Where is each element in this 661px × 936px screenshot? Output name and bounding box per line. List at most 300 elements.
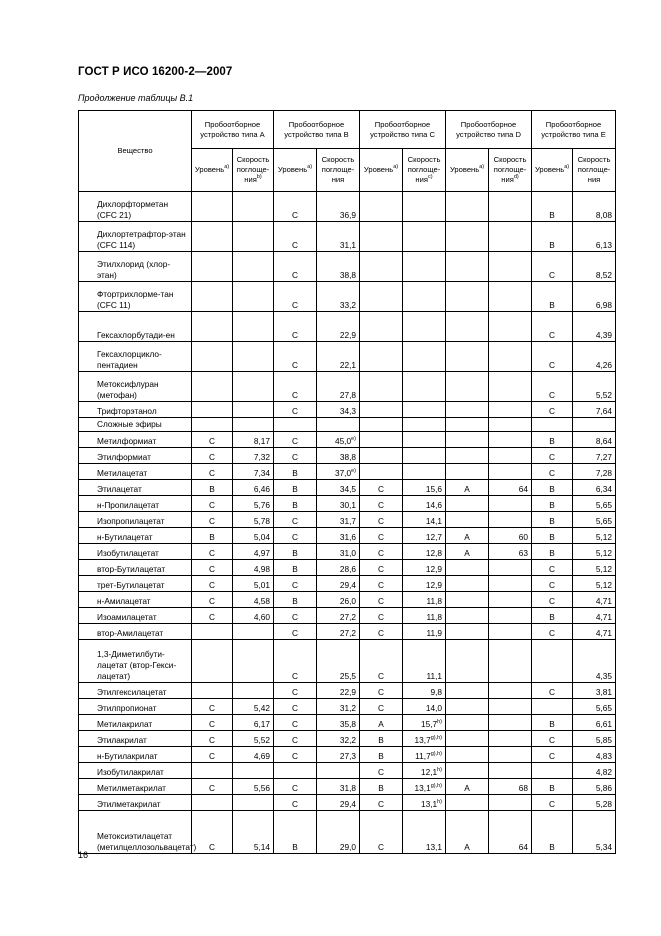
table-row [79, 512, 616, 528]
cell-text: B [549, 719, 555, 729]
cell-text: 27,2 [339, 612, 356, 622]
level-cell [192, 496, 233, 512]
level-header-d [446, 149, 489, 192]
cell-text: 14,0 [425, 703, 443, 713]
level-footnote-mark: a) [564, 164, 570, 170]
table-row [79, 342, 616, 372]
rate-cell [403, 811, 446, 854]
level-cell [192, 640, 233, 683]
level-cell [446, 560, 489, 576]
rate-cell [573, 763, 616, 779]
level-cell [360, 448, 403, 464]
rate-header-text: Скорость поглоще-ния [577, 155, 611, 184]
rate-cell [573, 480, 616, 496]
rate-cell [489, 747, 532, 763]
rate-header-text: Скорость поглоще-ния [493, 155, 527, 184]
cell-text: 7,27 [595, 452, 613, 462]
level-cell [532, 464, 573, 480]
cell-text: н-Амилацетат [97, 596, 151, 606]
cell-text: 6,34 [595, 484, 613, 494]
cell-text: C [209, 436, 215, 446]
rate-cell [317, 528, 360, 544]
level-cell [274, 560, 317, 576]
rate-cell [573, 372, 616, 402]
rate-cell [233, 342, 274, 372]
rate-cell [489, 795, 532, 811]
substance-name-cell [79, 544, 192, 560]
cell-text: B [292, 484, 298, 494]
rate-cell [317, 464, 360, 480]
table-row [79, 544, 616, 560]
rate-cell [317, 312, 360, 342]
rate-cell [233, 480, 274, 496]
cell-text: B [549, 548, 555, 558]
rate-cell [573, 731, 616, 747]
cell-text: 12,9 [425, 580, 443, 590]
level-header-c [360, 149, 403, 192]
rate-cell [403, 528, 446, 544]
cell-text: C [209, 612, 215, 622]
rate-cell [489, 252, 532, 282]
rate-cell [233, 372, 274, 402]
level-cell [360, 480, 403, 496]
rate-cell [233, 512, 274, 528]
substance-name-cell [79, 795, 192, 811]
rate-cell [573, 560, 616, 576]
rate-cell [233, 795, 274, 811]
cell-text: 34,3 [339, 406, 356, 416]
table-row [79, 528, 616, 544]
cell-text: 38,8 [339, 270, 356, 280]
cell-text: 31,0 [339, 548, 356, 558]
cell-text: 34,5 [339, 484, 356, 494]
level-cell [360, 731, 403, 747]
substance-name-cell [79, 640, 192, 683]
level-cell [192, 418, 233, 432]
cell-text: Этилпропионат [97, 703, 157, 713]
rate-header-text: Скорость поглоще-ния [407, 155, 441, 184]
level-cell [360, 576, 403, 592]
data-table [78, 110, 616, 854]
level-cell [274, 432, 317, 448]
level-cell [446, 763, 489, 779]
sampler-b-header: Пробоотборное устройство типа В [274, 111, 360, 149]
footnote-mark: g),h) [430, 751, 443, 757]
table-row [79, 402, 616, 418]
level-cell [274, 464, 317, 480]
level-cell [532, 544, 573, 560]
cell-text: 28,6 [339, 564, 356, 574]
rate-cell [403, 192, 446, 222]
rate-cell [489, 402, 532, 418]
rate-cell [489, 282, 532, 312]
substance-name-cell [79, 480, 192, 496]
level-cell [192, 811, 233, 854]
cell-text: C [292, 406, 298, 416]
cell-text: C [209, 703, 215, 713]
level-footnote-mark: a) [224, 164, 230, 170]
cell-text: 11,8 [426, 596, 443, 606]
rate-cell [233, 560, 274, 576]
rate-cell [317, 544, 360, 560]
level-cell [192, 683, 233, 699]
level-cell [446, 811, 489, 854]
cell-text: B [549, 484, 555, 494]
level-cell [274, 699, 317, 715]
rate-cell [489, 342, 532, 372]
table-row [79, 576, 616, 592]
level-cell [532, 683, 573, 699]
substance-name-cell [79, 731, 192, 747]
table-row [79, 282, 616, 312]
substance-name-cell [79, 747, 192, 763]
rate-cell [573, 192, 616, 222]
cell-text: 8,17 [253, 436, 270, 446]
cell-text: 5,65 [595, 703, 613, 713]
table-row [79, 432, 616, 448]
level-cell [274, 795, 317, 811]
cell-text: 4,39 [595, 330, 613, 340]
level-cell [532, 795, 573, 811]
cell-text: C [378, 767, 384, 777]
cell-text: C [549, 360, 556, 370]
cell-text: B [549, 500, 555, 510]
rate-cell [489, 496, 532, 512]
cell-text: 7,64 [595, 406, 613, 416]
level-cell [274, 512, 317, 528]
cell-text: 4,97 [253, 548, 270, 558]
rate-cell [573, 402, 616, 418]
cell-text: B [549, 300, 555, 310]
level-cell [274, 312, 317, 342]
cell-text: 11,7 [415, 751, 431, 761]
cell-text: C [549, 390, 556, 400]
rate-cell [317, 715, 360, 731]
cell-text: C [292, 687, 298, 697]
cell-text: C [292, 703, 298, 713]
cell-text: C [292, 671, 298, 681]
cell-text: B [292, 842, 298, 852]
level-cell [446, 731, 489, 747]
cell-text: B [378, 735, 384, 745]
level-cell [274, 192, 317, 222]
cell-text: 6,98 [595, 300, 613, 310]
cell-text: 6,17 [253, 719, 270, 729]
rate-cell [573, 282, 616, 312]
rate-cell [403, 795, 446, 811]
rate-cell [317, 699, 360, 715]
cell-text: 13,1 [425, 842, 443, 852]
rate-cell [317, 795, 360, 811]
rate-cell [573, 811, 616, 854]
cell-text: C [378, 484, 384, 494]
rate-cell [573, 624, 616, 640]
rate-cell [233, 448, 274, 464]
cell-text: 60 [518, 532, 529, 542]
rate-cell [403, 252, 446, 282]
cell-text: B [549, 516, 555, 526]
rate-cell [489, 432, 532, 448]
rate-cell [233, 252, 274, 282]
level-cell [360, 222, 403, 252]
cell-text: 27,8 [339, 390, 356, 400]
cell-text: C [292, 300, 298, 310]
cell-text: 36,9 [339, 210, 356, 220]
cell-text: 12,9 [425, 564, 443, 574]
rate-cell [317, 683, 360, 699]
substance-name-cell [79, 811, 197, 854]
level-cell [274, 252, 317, 282]
cell-text: 5,52 [253, 735, 270, 745]
cell-text: 13,1 [414, 783, 431, 793]
rate-cell [403, 512, 446, 528]
rate-cell [489, 312, 532, 342]
cell-text: 5,28 [595, 799, 613, 809]
cell-text: C [292, 330, 298, 340]
level-cell [192, 282, 233, 312]
level-cell [360, 624, 403, 640]
substance-name-cell [79, 372, 192, 402]
cell-text: Этилформиат [97, 452, 151, 462]
rate-cell [317, 496, 360, 512]
cell-text: C [549, 564, 556, 574]
table-row [79, 372, 616, 402]
substance-name-cell [79, 222, 192, 252]
level-cell [532, 779, 573, 795]
level-header-text: Уровень [534, 165, 565, 174]
level-cell [192, 747, 233, 763]
substance-name-cell [79, 608, 192, 624]
cell-text: Этилацетат [97, 484, 142, 494]
rate-cell [403, 448, 446, 464]
level-cell [532, 699, 573, 715]
cell-text: 32,2 [339, 735, 356, 745]
rate-cell [233, 640, 274, 683]
cell-text: C [209, 596, 215, 606]
rate-cell [489, 512, 532, 528]
cell-text: 64 [518, 842, 529, 852]
level-cell [532, 342, 573, 372]
level-cell [274, 496, 317, 512]
rate-cell [573, 608, 616, 624]
rate-header-c [403, 149, 446, 192]
rate-cell [573, 747, 616, 763]
cell-text: 5,52 [595, 390, 613, 400]
cell-text: 64 [518, 484, 529, 494]
cell-text: Метилакрилат [97, 719, 153, 729]
footnote-mark: g),h) [430, 735, 443, 741]
level-header-text: Уровень [194, 165, 225, 174]
rate-header-text: Скорость поглоще-ния [236, 155, 270, 184]
level-cell [274, 683, 317, 699]
level-cell [360, 699, 403, 715]
level-cell [192, 795, 233, 811]
level-cell [446, 464, 489, 480]
cell-text: 4,82 [595, 767, 613, 777]
table-row [79, 640, 616, 683]
cell-text: C [209, 735, 215, 745]
rate-cell [317, 779, 360, 795]
cell-text: Этилгексилацетат [97, 687, 167, 697]
rate-cell [233, 763, 274, 779]
rate-cell [233, 731, 274, 747]
cell-text: 5,12 [595, 564, 613, 574]
rate-cell [233, 699, 274, 715]
rate-cell [317, 418, 360, 432]
table-row [79, 192, 616, 222]
cell-text: 33,2 [339, 300, 356, 310]
rate-cell [233, 779, 274, 795]
substance-name-cell [79, 432, 192, 448]
cell-text: C [549, 330, 556, 340]
level-cell [532, 312, 573, 342]
cell-text: 6,46 [253, 484, 270, 494]
level-cell [360, 418, 403, 432]
level-cell [360, 683, 403, 699]
cell-text: C [292, 210, 298, 220]
rate-cell [403, 480, 446, 496]
cell-text: C [378, 703, 384, 713]
level-cell [360, 811, 403, 854]
rate-cell [403, 715, 446, 731]
level-cell [274, 811, 317, 854]
rate-cell [489, 464, 532, 480]
cell-text: Метоксифлуран (метофан) [97, 379, 159, 400]
level-cell [192, 372, 233, 402]
cell-text: B [292, 548, 298, 558]
level-cell [192, 342, 233, 372]
cell-text: C [378, 596, 384, 606]
level-cell [274, 747, 317, 763]
rate-cell [403, 222, 446, 252]
level-cell [446, 779, 489, 795]
cell-text: 5,12 [595, 580, 613, 590]
cell-text: 9,8 [430, 687, 443, 697]
cell-text: B [549, 210, 555, 220]
rate-cell [317, 402, 360, 418]
level-cell [360, 342, 403, 372]
level-header-b [274, 149, 317, 192]
sampler-e-header: Пробоотборное устройство типа Е [532, 111, 616, 149]
cell-text: C [209, 516, 215, 526]
rate-cell [403, 763, 446, 779]
rate-cell [489, 576, 532, 592]
level-cell [192, 448, 233, 464]
level-cell [274, 624, 317, 640]
cell-text: 5,76 [253, 500, 270, 510]
rate-cell [573, 795, 616, 811]
rate-cell [233, 747, 274, 763]
cell-text: 15,7 [420, 719, 438, 729]
level-cell [360, 464, 403, 480]
level-cell [360, 608, 403, 624]
cell-text: 12,7 [425, 532, 443, 542]
level-cell [274, 342, 317, 372]
level-cell [532, 512, 573, 528]
cell-text: 12,1 [420, 767, 438, 777]
cell-text: 4,98 [253, 564, 270, 574]
cell-text: Этилакрилат [97, 735, 147, 745]
cell-text: C [209, 842, 215, 852]
cell-text: C [292, 719, 298, 729]
table-row [79, 464, 616, 480]
cell-text: B [292, 564, 298, 574]
rate-cell [317, 560, 360, 576]
level-cell [192, 779, 233, 795]
footnote-mark: e) [351, 468, 356, 474]
rate-cell [317, 222, 360, 252]
cell-text: Изобутилацетат [97, 548, 159, 558]
level-cell [274, 418, 317, 432]
level-cell [192, 402, 233, 418]
rate-cell [489, 192, 532, 222]
cell-text: C [209, 783, 215, 793]
cell-text: C [292, 799, 298, 809]
cell-text: 4,58 [253, 596, 270, 606]
cell-text: 11,1 [426, 671, 443, 681]
cell-text: 45,0 [334, 436, 352, 446]
level-cell [360, 560, 403, 576]
cell-text: B [292, 500, 298, 510]
cell-text: втор-Бутилацетат [97, 564, 166, 574]
cell-text: C [292, 360, 298, 370]
level-cell [446, 640, 489, 683]
level-cell [192, 731, 233, 747]
substance-name-cell [79, 683, 192, 699]
level-cell [446, 252, 489, 282]
level-cell [446, 496, 489, 512]
cell-text: Трифторэтанол [97, 406, 157, 416]
level-cell [532, 432, 573, 448]
level-cell [192, 528, 233, 544]
level-cell [446, 282, 489, 312]
cell-text: 13,1 [420, 799, 438, 809]
rate-cell [233, 544, 274, 560]
rate-footnote-mark: c) [427, 174, 433, 180]
cell-text: н-Бутилацетат [97, 532, 153, 542]
cell-text: 31,8 [339, 783, 356, 793]
rate-cell [489, 222, 532, 252]
rate-cell [233, 576, 274, 592]
cell-text: B [549, 842, 555, 852]
level-cell [446, 222, 489, 252]
level-cell [360, 312, 403, 342]
level-cell [192, 432, 233, 448]
level-cell [360, 592, 403, 608]
substance-name-cell [79, 312, 192, 342]
level-cell [360, 252, 403, 282]
level-cell [446, 432, 489, 448]
level-cell [532, 496, 573, 512]
level-cell [274, 222, 317, 252]
cell-text: 4,60 [253, 612, 270, 622]
cell-text: C [549, 468, 556, 478]
level-cell [532, 592, 573, 608]
rate-cell [489, 779, 532, 795]
level-cell [360, 528, 403, 544]
cell-text: 38,8 [339, 452, 356, 462]
cell-text: втор-Амилацетат [97, 628, 164, 638]
rate-cell [573, 342, 616, 372]
rate-cell [573, 576, 616, 592]
cell-text: C [549, 596, 556, 606]
substance-name-cell [79, 282, 192, 312]
rate-cell [489, 560, 532, 576]
level-cell [274, 372, 317, 402]
cell-text: C [549, 270, 556, 280]
cell-text: C [549, 687, 556, 697]
rate-cell [489, 624, 532, 640]
